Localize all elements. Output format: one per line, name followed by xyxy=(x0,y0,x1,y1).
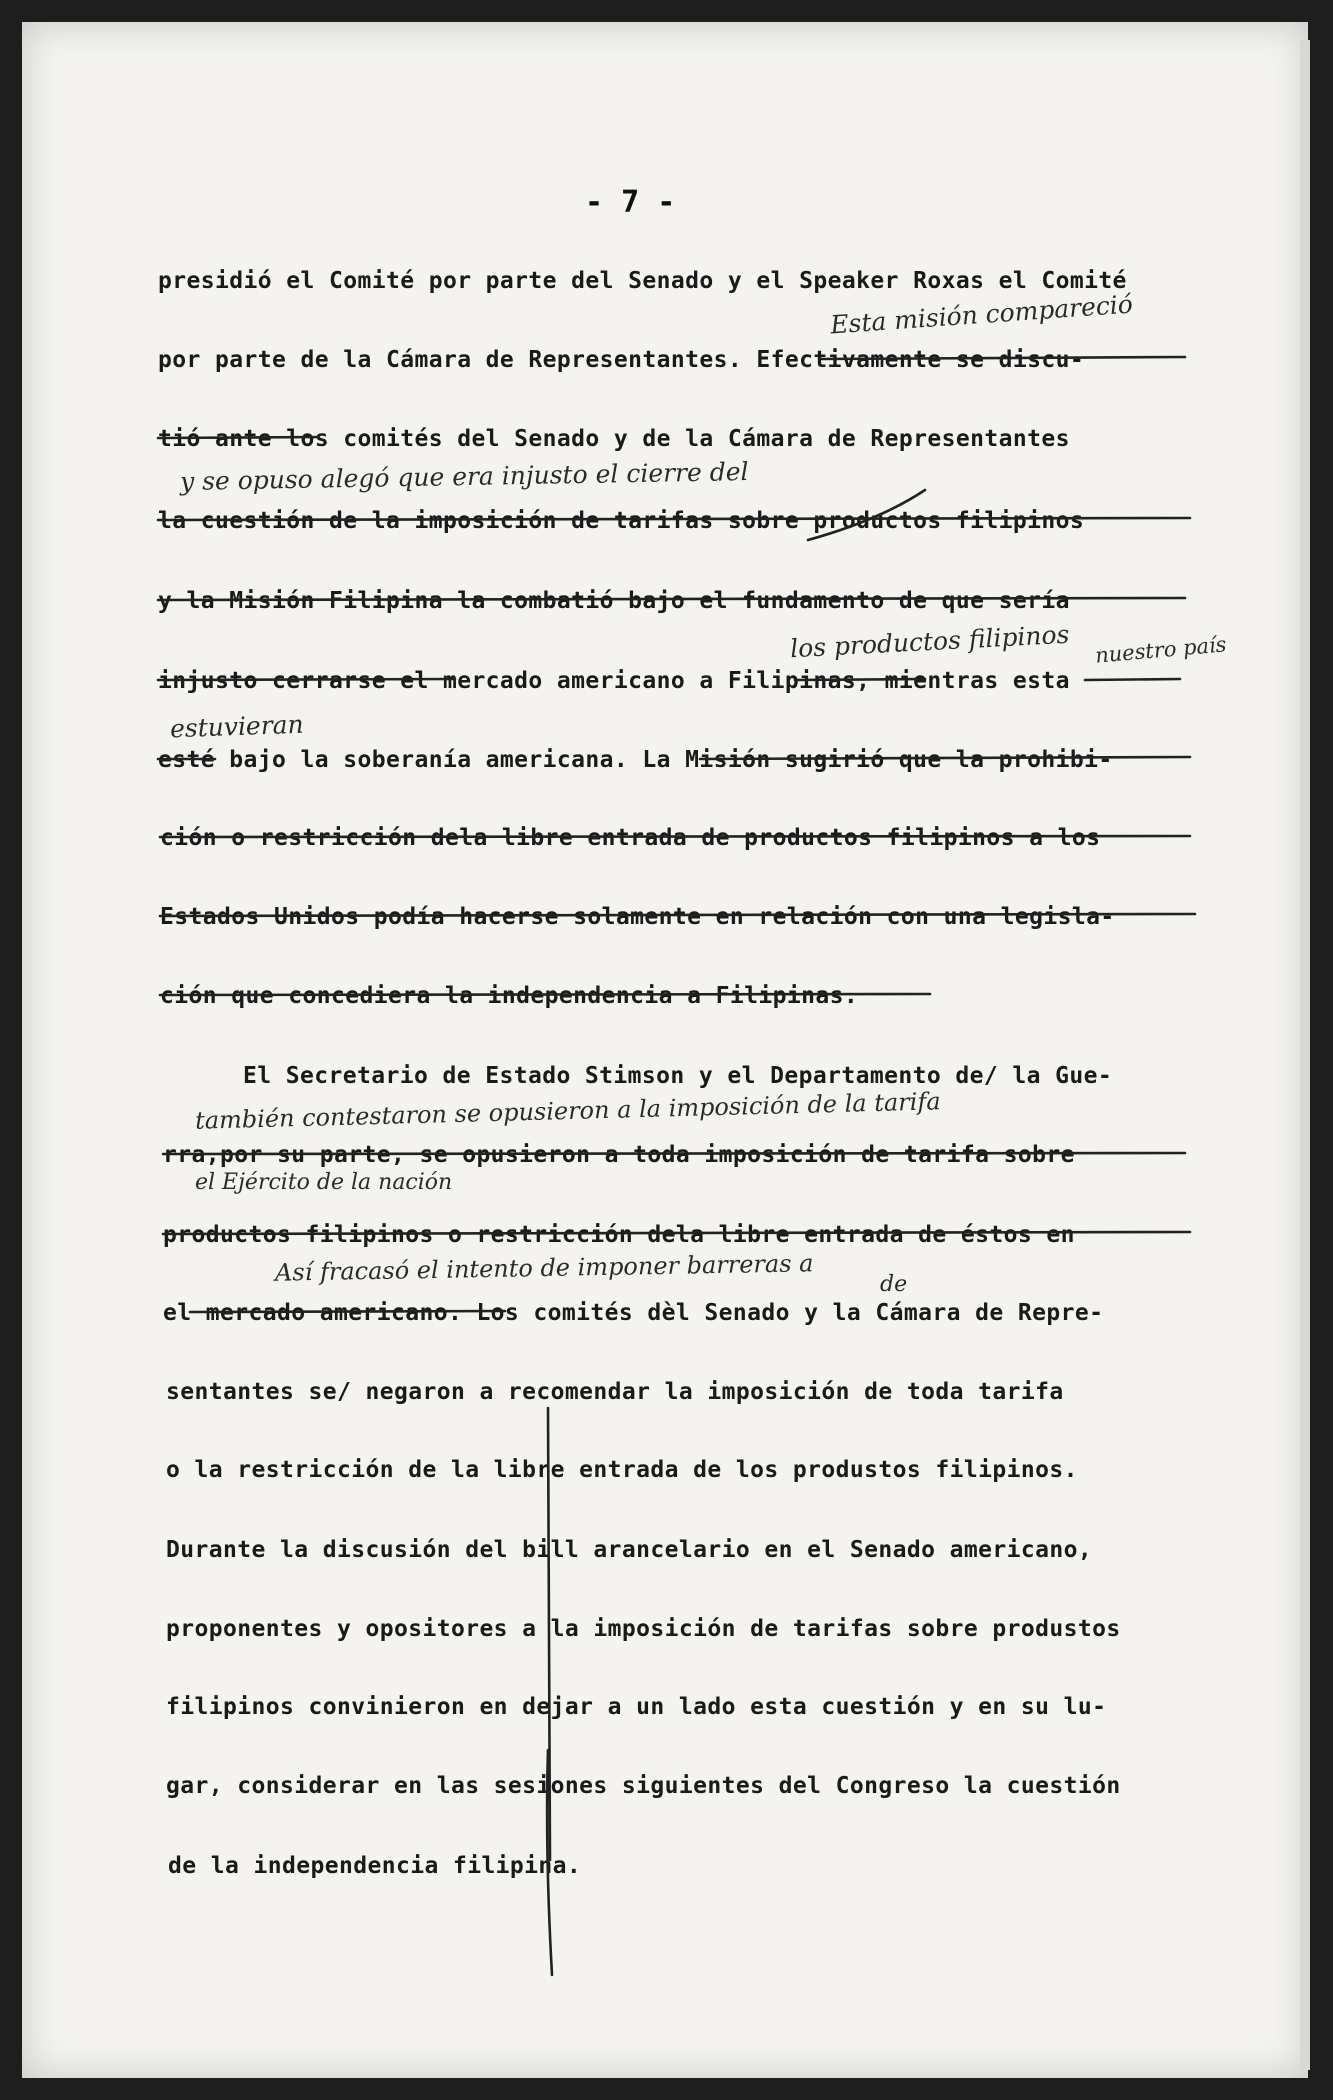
typed-line: gar, considerar en las sesiones siguientes del Congreso la cuestión xyxy=(166,1773,1121,1799)
handwritten-note: Así fracasó el intento de imponer barreras a xyxy=(274,1249,814,1287)
typed-line: ción o restricción dela libre entrada de productos filipinos a los xyxy=(160,825,1101,851)
handwritten-note: y se opuso alegó que era injusto el cierre del xyxy=(179,457,749,496)
typed-line: sentantes se/ negaron a recomendar la imposición de toda tarifa xyxy=(166,1379,1064,1405)
typed-line: ción que concediera la independencia a Filipinas. xyxy=(160,983,859,1009)
typed-line: esté bajo la soberanía americana. La Misión sugirió que la prohibi- xyxy=(158,747,1113,773)
typed-line: o la restricción de la libre entrada de los produstos filipinos. xyxy=(166,1457,1078,1483)
typed-line: El Secretario de Estado Stimson y el Departamento de/ la Gue- xyxy=(243,1063,1113,1089)
page-number: - 7 - xyxy=(585,185,676,220)
handwritten-note: Esta misión compareció xyxy=(829,289,1134,340)
typed-line: y la Misión Filipina la combatió bajo el fundamento de que sería xyxy=(158,588,1070,614)
typed-line: el mercado americano. Los comités dèl Senado y la Cámara de Repre- xyxy=(163,1300,1104,1326)
paper-sheet xyxy=(22,22,1308,2078)
handwritten-note: estuvieran xyxy=(169,709,305,744)
typed-line: injusto cerrarse el mercado americano a Filipinas, mientras esta xyxy=(158,668,1070,694)
typed-line: Durante la discusión del bill arancelario en el Senado americano, xyxy=(166,1537,1093,1563)
typed-line: proponentes y opositores a la imposición de tarifas sobre produstos xyxy=(166,1616,1121,1642)
handwritten-note: los productos filipinos xyxy=(789,619,1071,664)
typed-line: rra,por su parte, se opusieron a toda imposición de tarifa sobre xyxy=(163,1142,1075,1168)
typed-line: Estados Unidos podía hacerse solamente en relación con una legisla- xyxy=(160,904,1115,930)
typed-line: presidió el Comité por parte del Senado y el Speaker Roxas el Comité xyxy=(158,268,1127,294)
typed-line: de la independencia filipina. xyxy=(168,1853,582,1879)
typed-line: tió ante los comités del Senado y de la Cámara de Representantes xyxy=(158,426,1070,452)
typed-line: filipinos convinieron en dejar a un lado esta cuestión y en su lu- xyxy=(166,1694,1107,1720)
paper-edge xyxy=(1300,40,1310,2070)
handwritten-note: también contestaron se opusieron a la imposición de la tarifa xyxy=(194,1087,941,1135)
typed-line: por parte de la Cámara de Representantes. Efectivamente se discu- xyxy=(158,347,1085,373)
handwritten-note: nuestro país xyxy=(1094,632,1228,668)
typed-line: la cuestión de la imposición de tarifas sobre productos filipinos xyxy=(158,508,1085,534)
handwritten-note: de xyxy=(880,1272,908,1297)
typed-line: productos filipinos o restricción dela libre entrada de éstos en xyxy=(163,1222,1075,1248)
handwritten-note: el Ejército de la nación xyxy=(195,1170,453,1195)
